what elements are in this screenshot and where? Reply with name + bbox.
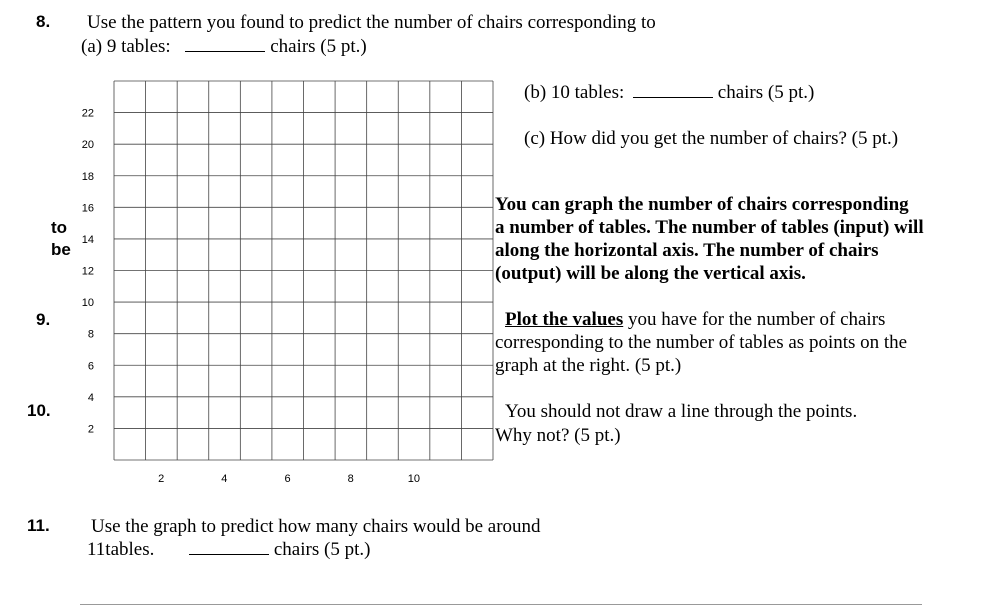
- x-tick-label: 10: [407, 473, 420, 485]
- answer-blank-8a[interactable]: [185, 51, 265, 52]
- question-11-line-1: Use the graph to predict how many chairs would be around: [91, 516, 541, 537]
- graph-grid[interactable]: [60, 78, 500, 488]
- y-tick-label: 16: [81, 202, 94, 215]
- y-tick-label: 18: [81, 170, 94, 183]
- y-tick-label: 6: [87, 360, 94, 373]
- question-9-intro-line-2: a number of tables. The number of tables (input) will: [495, 217, 924, 238]
- x-tick-label: 8: [347, 473, 354, 485]
- question-8a-suffix: chairs (5 pt.): [270, 36, 367, 57]
- y-tick-label: 8: [87, 328, 94, 341]
- question-9-number: 9.: [36, 310, 51, 329]
- question-11-prefix: 11tables.: [87, 539, 155, 560]
- question-8b: [524, 81, 814, 104]
- grid-lines: [114, 81, 493, 460]
- question-8a: [81, 35, 367, 58]
- y-tick-label: 2: [87, 423, 94, 436]
- question-8c: (c) How did you get the number of chairs? (5 pt.): [524, 128, 899, 149]
- answer-blank-11[interactable]: [189, 554, 269, 555]
- question-10-line-1: You should not draw a line through the points.: [505, 401, 858, 422]
- bottom-divider: [80, 604, 922, 605]
- question-8-prompt: Use the pattern you found to predict the number of chairs corresponding to: [87, 12, 656, 33]
- question-9-intro-line-4: (output) will be along the vertical axis.: [495, 263, 806, 284]
- y-tick-label: 14: [81, 233, 94, 246]
- question-8b-label: (b) 10 tables:: [524, 82, 625, 103]
- question-9-plot-line-3: graph at the right. (5 pt.): [495, 355, 682, 376]
- y-tick-label: 22: [81, 107, 94, 120]
- question-8a-label: (a) 9 tables:: [81, 36, 171, 57]
- question-9-plot-line-1: [505, 308, 885, 331]
- question-8-number: 8.: [36, 12, 51, 31]
- question-10-number: 10.: [27, 401, 51, 420]
- x-tick-label: 4: [221, 473, 228, 485]
- question-9-intro-line-3: along the horizontal axis. The number of chairs: [495, 240, 879, 261]
- plot-values-emphasis: Plot the values: [505, 309, 624, 330]
- question-11-line-2: [87, 538, 370, 561]
- question-11-suffix: chairs (5 pt.): [273, 539, 371, 560]
- x-tick-label: 6: [284, 473, 291, 485]
- question-10-line-2: Why not? (5 pt.): [495, 425, 621, 446]
- question-9-intro-line-1: You can graph the number of chairs corresponding: [495, 194, 909, 215]
- x-tick-label: 2: [158, 473, 165, 485]
- side-note-line2: be: [51, 240, 71, 259]
- y-axis-ticks: [82, 108, 94, 436]
- y-tick-label: 4: [87, 391, 94, 404]
- y-tick-label: 10: [81, 297, 94, 310]
- y-tick-label: 12: [81, 265, 94, 278]
- answer-blank-8b[interactable]: [633, 97, 713, 98]
- x-axis-ticks: [158, 473, 420, 485]
- plot-values-rest: you have for the number of chairs: [623, 309, 886, 330]
- y-tick-label: 20: [81, 139, 94, 152]
- question-9-plot-line-2: corresponding to the number of tables as points on the: [495, 332, 908, 353]
- side-note-line1: to: [51, 218, 68, 237]
- question-11-number: 11.: [27, 516, 50, 535]
- question-8b-suffix: chairs (5 pt.): [717, 82, 815, 103]
